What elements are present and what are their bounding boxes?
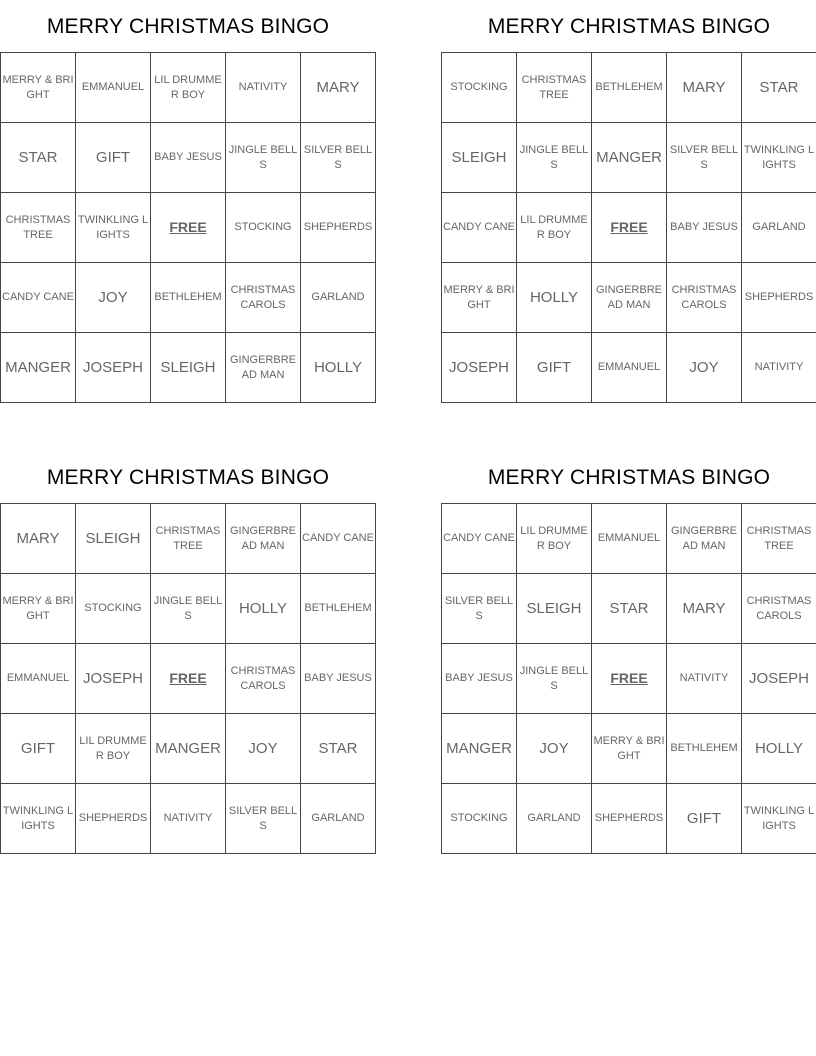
bingo-cell: SHEPHERDS	[76, 784, 151, 854]
bingo-cell: NATIVITY	[151, 784, 226, 854]
bingo-cell: CANDY CANE	[1, 263, 76, 333]
bingo-cell: BETHLEHEM	[592, 53, 667, 123]
bingo-cell: STAR	[301, 714, 376, 784]
bingo-cell: BABY JESUS	[442, 644, 517, 714]
bingo-card-1	[0, 0, 376, 403]
bingo-cell: HOLLY	[226, 574, 301, 644]
bingo-card-3	[0, 451, 376, 854]
bingo-cell: STAR	[592, 574, 667, 644]
bingo-cell: SHEPHERDS	[742, 263, 816, 333]
bingo-cell: EMMANUEL	[1, 644, 76, 714]
bingo-cell: SHEPHERDS	[301, 193, 376, 263]
bingo-cell: STAR	[1, 123, 76, 193]
bingo-cell: MARY	[301, 53, 376, 123]
bingo-cell: JINGLE BELLS	[226, 123, 301, 193]
bingo-cell: SLEIGH	[442, 123, 517, 193]
bingo-cell: JINGLE BELLS	[517, 123, 592, 193]
bingo-cell: CHRISTMAS CAROLS	[226, 263, 301, 333]
bingo-cell: HOLLY	[742, 714, 816, 784]
card-title: MERRY CHRISTMAS BINGO	[46, 466, 330, 489]
bingo-cell: SILVER BELLS	[667, 123, 742, 193]
bingo-cell: JOY	[667, 333, 742, 403]
bingo-cell: GINGERBREAD MAN	[226, 333, 301, 403]
bingo-cell: HOLLY	[517, 263, 592, 333]
bingo-cell: NATIVITY	[742, 333, 816, 403]
free-space-cell: FREE	[151, 193, 226, 263]
free-space-cell: FREE	[592, 193, 667, 263]
bingo-cell: STAR	[742, 53, 816, 123]
bingo-cell: SILVER BELLS	[301, 123, 376, 193]
bingo-cell: LIL DRUMMER BOY	[517, 193, 592, 263]
bingo-cell: LIL DRUMMER BOY	[517, 504, 592, 574]
bingo-cell: BETHLEHEM	[301, 574, 376, 644]
bingo-cell: GIFT	[517, 333, 592, 403]
bingo-cell: TWINKLING LIGHTS	[76, 193, 151, 263]
bingo-cell: LIL DRUMMER BOY	[76, 714, 151, 784]
bingo-card-2	[441, 0, 816, 403]
bingo-cell: SLEIGH	[517, 574, 592, 644]
bingo-cell: EMMANUEL	[592, 333, 667, 403]
bingo-cell: STOCKING	[442, 784, 517, 854]
bingo-cell: CHRISTMAS CAROLS	[226, 644, 301, 714]
bingo-cell: CHRISTMAS TREE	[151, 504, 226, 574]
bingo-cell: GINGERBREAD MAN	[592, 263, 667, 333]
bingo-grid	[441, 503, 816, 854]
bingo-cell: STOCKING	[442, 53, 517, 123]
bingo-cell: SLEIGH	[76, 504, 151, 574]
bingo-cell: GINGERBREAD MAN	[226, 504, 301, 574]
bingo-cell: MERRY & BRIGHT	[442, 263, 517, 333]
bingo-cell: MERRY & BRIGHT	[592, 714, 667, 784]
bingo-cell: SILVER BELLS	[442, 574, 517, 644]
bingo-cell: GARLAND	[517, 784, 592, 854]
bingo-cell: EMMANUEL	[592, 504, 667, 574]
bingo-cell: GINGERBREAD MAN	[667, 504, 742, 574]
bingo-cell: MANGER	[151, 714, 226, 784]
bingo-cell: GARLAND	[742, 193, 816, 263]
free-space-cell: FREE	[151, 644, 226, 714]
bingo-cell: GIFT	[76, 123, 151, 193]
free-space-cell: FREE	[592, 644, 667, 714]
bingo-cell: CHRISTMAS TREE	[517, 53, 592, 123]
bingo-cell: MARY	[667, 574, 742, 644]
bingo-cell: SILVER BELLS	[226, 784, 301, 854]
bingo-cell: EMMANUEL	[76, 53, 151, 123]
bingo-cell: NATIVITY	[667, 644, 742, 714]
bingo-cell: BABY JESUS	[667, 193, 742, 263]
bingo-cell: BABY JESUS	[301, 644, 376, 714]
bingo-cell: MERRY & BRIGHT	[1, 574, 76, 644]
card-title: MERRY CHRISTMAS BINGO	[487, 466, 771, 489]
bingo-cell: JOSEPH	[76, 333, 151, 403]
bingo-cell: BABY JESUS	[151, 123, 226, 193]
bingo-grid	[0, 503, 376, 854]
bingo-cell: CANDY CANE	[442, 193, 517, 263]
bingo-cell: NATIVITY	[226, 53, 301, 123]
card-title: MERRY CHRISTMAS BINGO	[46, 15, 330, 38]
bingo-cell: JINGLE BELLS	[517, 644, 592, 714]
bingo-cell: BETHLEHEM	[151, 263, 226, 333]
bingo-grid	[0, 52, 376, 403]
bingo-cell: CHRISTMAS TREE	[1, 193, 76, 263]
bingo-grid	[441, 52, 816, 403]
bingo-cell: GARLAND	[301, 263, 376, 333]
bingo-cell: SLEIGH	[151, 333, 226, 403]
bingo-cell: STOCKING	[76, 574, 151, 644]
bingo-cell: MARY	[667, 53, 742, 123]
bingo-cell: JOSEPH	[442, 333, 517, 403]
bingo-cell: TWINKLING LIGHTS	[1, 784, 76, 854]
bingo-cell: JOY	[76, 263, 151, 333]
bingo-cell: JOSEPH	[742, 644, 816, 714]
bingo-cell: MANGER	[592, 123, 667, 193]
bingo-cell: JOSEPH	[76, 644, 151, 714]
bingo-cell: MERRY & BRIGHT	[1, 53, 76, 123]
bingo-cell: CANDY CANE	[442, 504, 517, 574]
bingo-cell: CHRISTMAS TREE	[742, 504, 816, 574]
bingo-cell: SHEPHERDS	[592, 784, 667, 854]
bingo-cell: CHRISTMAS CAROLS	[742, 574, 816, 644]
card-title: MERRY CHRISTMAS BINGO	[487, 15, 771, 38]
bingo-cell: GIFT	[667, 784, 742, 854]
bingo-cell: MARY	[1, 504, 76, 574]
bingo-cell: MANGER	[1, 333, 76, 403]
bingo-cell: HOLLY	[301, 333, 376, 403]
bingo-cell: JOY	[226, 714, 301, 784]
bingo-cell: GIFT	[1, 714, 76, 784]
bingo-cell: TWINKLING LIGHTS	[742, 123, 816, 193]
bingo-cell: TWINKLING LIGHTS	[742, 784, 816, 854]
bingo-cell: JOY	[517, 714, 592, 784]
bingo-card-4	[441, 451, 816, 854]
bingo-cell: JINGLE BELLS	[151, 574, 226, 644]
bingo-cell: STOCKING	[226, 193, 301, 263]
bingo-cell: GARLAND	[301, 784, 376, 854]
bingo-cell: MANGER	[442, 714, 517, 784]
bingo-cell: BETHLEHEM	[667, 714, 742, 784]
bingo-cell: CHRISTMAS CAROLS	[667, 263, 742, 333]
bingo-cell: CANDY CANE	[301, 504, 376, 574]
bingo-cell: LIL DRUMMER BOY	[151, 53, 226, 123]
